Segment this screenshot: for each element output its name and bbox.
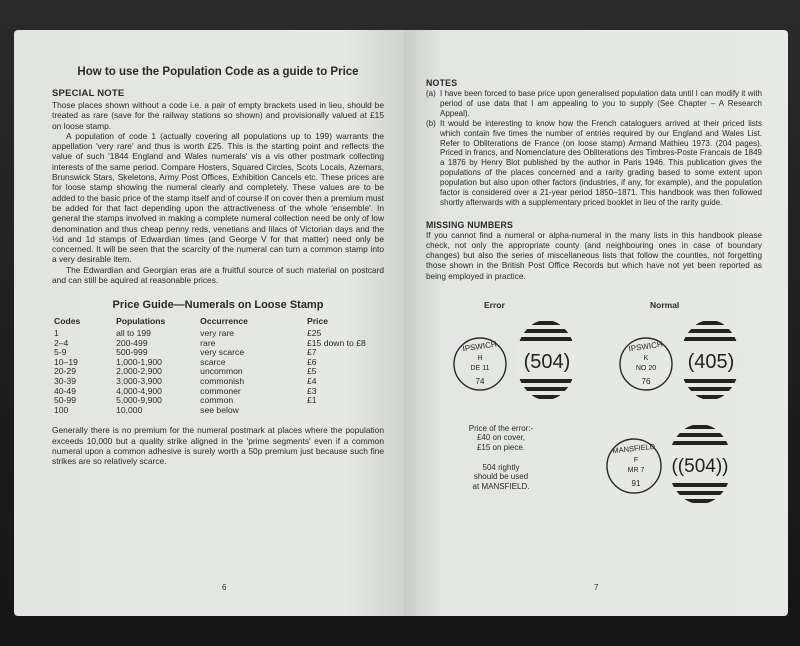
normal-numeral: (405) (687, 350, 735, 373)
cell-price: £15 down to £8 (306, 337, 366, 348)
cell-code: 5-9 (54, 347, 67, 358)
mansfield-date: MR 7 (627, 466, 645, 474)
normal-date: NO 20 (635, 364, 657, 372)
normal-letter: K (643, 354, 649, 362)
rightly-line: at MANSFIELD. (472, 481, 530, 491)
cell-price: £4 (306, 375, 317, 386)
mansfield-letter: F (633, 456, 639, 464)
cell-population: 10,000 (116, 404, 143, 415)
cell-code: 2–4 (54, 337, 69, 348)
price-table (54, 317, 384, 415)
cell-occurrence: uncommon (200, 366, 243, 377)
cell-price: £1 (306, 395, 317, 406)
note-paragraph-3: The Edwardian and Georgian eras are a fruitful source of such material on postcard and can still be aquired at reasonable prices. (52, 264, 384, 286)
cell-price: £6 (306, 356, 317, 367)
cell-population: 1,000-1,900 (116, 356, 162, 367)
error-numeral: (504) (523, 350, 571, 373)
header-price: Price (306, 316, 329, 327)
cell-occurrence: see below (200, 404, 239, 415)
cell-code: 20-29 (54, 366, 76, 377)
cell-population: 4,000-4,900 (116, 385, 162, 396)
error-caption: Error (484, 299, 505, 310)
rightly-line: should be used (473, 472, 529, 482)
postmark-error (440, 316, 600, 406)
rightly-line: 504 rightly (482, 462, 520, 472)
cell-occurrence: commonish (200, 375, 245, 386)
cell-code: 40-49 (54, 385, 76, 396)
cell-code: 50-99 (54, 395, 76, 406)
cell-occurrence: rare (200, 337, 216, 348)
cell-price: £25 (306, 327, 322, 338)
cell-code: 1 (54, 327, 59, 338)
header-populations: Populations (116, 316, 166, 327)
left-page (14, 30, 404, 616)
normal-year: 76 (641, 376, 651, 386)
cell-population: 500-999 (116, 347, 148, 358)
cell-price: £7 (306, 347, 317, 358)
header-occurrence: Occurrence (200, 316, 248, 327)
cell-population: 2,000-2,900 (116, 366, 162, 377)
cell-price: £5 (306, 366, 317, 377)
mansfield-numeral: ((504)) (671, 455, 729, 477)
cell-code: 100 (54, 404, 69, 415)
table-row (54, 406, 384, 416)
cell-population: 3,000-3,900 (116, 375, 162, 386)
right-page (404, 30, 788, 616)
mansfield-year: 91 (631, 478, 641, 488)
normal-town: IPSWICH (628, 339, 664, 354)
error-price-line: Price of the error:- (468, 423, 534, 433)
cell-population: all to 199 (116, 327, 151, 338)
cell-occurrence: common (200, 395, 234, 406)
error-price-line: £15 on piece. (476, 443, 526, 453)
cell-code: 30-39 (54, 375, 76, 386)
page-number-right: 7 (594, 583, 599, 592)
note-a (426, 89, 762, 119)
cell-occurrence: very rare (200, 327, 235, 338)
note-paragraph-1: Those places shown without a code i.e. a pair of empty brackets used in lieu, should be treated as rare (save for the railway stations so shown) and provisionally valued at £15 on loose stamp. (52, 100, 384, 131)
price-guide-title: Price Guide—Numerals on Loose Stamp (112, 299, 324, 312)
postmark-illustrations (426, 296, 762, 526)
cell-population: 5,000-9,900 (116, 395, 162, 406)
postmark-normal (606, 316, 766, 406)
error-date: DE 11 (470, 364, 490, 372)
cell-code: 10–19 (54, 356, 78, 367)
note-text: It would be interesting to know how the French cataloguers arrived at their priced lists which contain five times the number of entries required by our England and Wales List. Refer to Obliterations de France (on loose stamp) Armand Mathieu 1973. (204 pages). Priced in francs, and Nomenclature des Obliterations des Timbres-Poste Francais de 1849 a 1876 by Henry Blot published by the author in Paris 1946. This publication gives the populations of the places concerned and a rarity grading based to some extent upon population but also upon other factors (industries, if any, for example), and the population factor is considered over a 21-year period 1850–1871. This handbook was then followed shortly afterwards with a supplementary priced booklet in lieu of the rarity guide. (440, 118, 762, 207)
header-codes: Codes (54, 316, 81, 327)
note-label: (a) (426, 89, 436, 98)
normal-caption: Normal (650, 299, 680, 310)
special-note-heading: SPECIAL NOTE (52, 88, 125, 99)
error-price-text (446, 424, 556, 492)
error-year: 74 (475, 376, 485, 386)
note-b (426, 119, 762, 208)
cell-occurrence: scarce (200, 356, 226, 367)
note-text: I have been forced to base price upon generalised population data until I can modify it with period of use data that I am appealing to you to supply (See Chapter – A Research Appeal). (440, 89, 762, 118)
cell-occurrence: very scarce (200, 347, 245, 358)
page-number-left: 6 (222, 583, 227, 592)
missing-numbers-text: If you cannot find a numeral or alpha-numeral in the many lists in this handbook please check, not only the appropriate county (and neighbouring ones in case of boundary changes) but also the series of miscellaneous lists that follow the counties, not forgetting those shown in the British Post Office Records but which have not yet been reported as being employed in practice. (426, 230, 762, 281)
cell-occurrence: commoner (200, 385, 241, 396)
note-paragraph-2: A population of code 1 (actually covering all populations up to 199) warrants the appellation 'very rare' and thus is worth £25. This is the starting point and reflects the value of such '1844 England and Wales numerals' vis a vis other postmark collecting interests of the same period. Compare Hosters, Squared Circles, Scots Locals, Azemars, Brunswick Stars, Skeletons, Army Post Offices, Exhibition Cancels etc. These prices are for loose stamp showing the numeral clearly and completely. These values are to be added to the basic price of the stamp itself and of course if on cover then a premium must be added for that fact depending upon the attractiveness of the whole 'ensemble'. In general the stamps involved in making a complete numeral collection need be only of low denomination and thus cheap penny reds, venetians and lilacs of Victorian days and the ½d and 1d stamps of Edwardian times (and George V for that matter) need only be concerned. It will be seen that the scarcity of the numeral can turn a common stamp into a very desirable item. (52, 130, 384, 265)
cell-price (307, 406, 384, 416)
missing-numbers-heading: MISSING NUMBERS (426, 219, 514, 230)
error-price-line: £40 on cover, (476, 433, 526, 443)
closing-paragraph: Generally there is no premium for the numeral postmark at places where the population exceeds 10,000 but a quality strike aligned in the 'prime segments' even if a common numeral upon a common adhesive is surely worth a 50p premium just because such fine strikes are so relatively scarce. (52, 425, 384, 467)
page-title: How to use the Population Code as a guide to Price (77, 66, 359, 78)
cell-population: 200-499 (116, 337, 148, 348)
mansfield-town: MANSFIELD (611, 441, 656, 456)
postmark-mansfield (594, 420, 764, 510)
cell-price: £3 (306, 385, 317, 396)
notes-heading: NOTES (426, 78, 458, 88)
error-town: IPSWICH (462, 339, 498, 354)
error-letter: H (477, 354, 483, 362)
note-label: (b) (426, 118, 436, 128)
